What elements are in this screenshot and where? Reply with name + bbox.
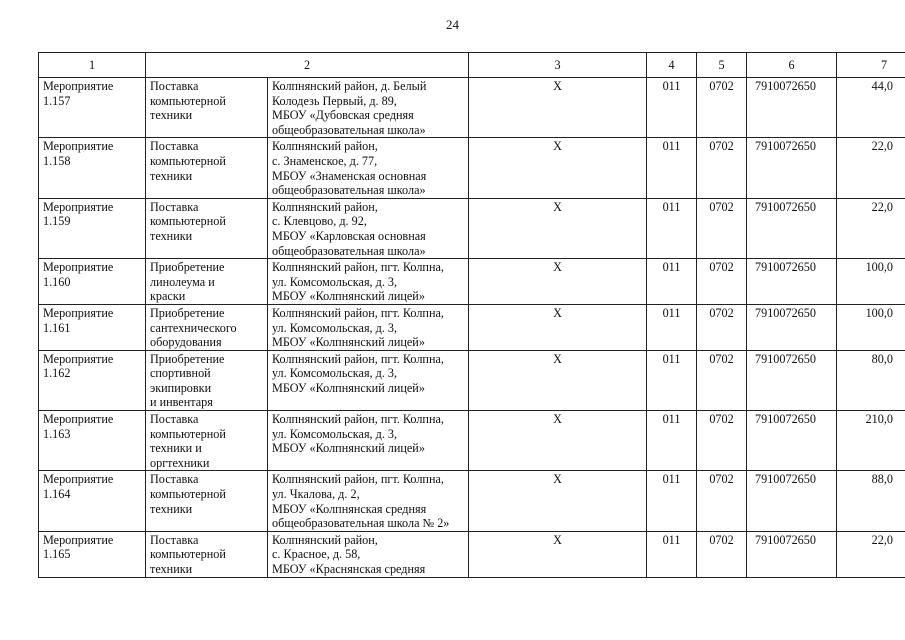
event-cell bbox=[39, 350, 146, 410]
col5-cell: 0702 bbox=[697, 304, 747, 350]
col5-cell: 0702 bbox=[697, 411, 747, 471]
header-col-5: 5 bbox=[697, 53, 747, 78]
location-cell-line: с. Знаменское, д. 77, bbox=[272, 153, 378, 168]
code-cell: 7910072650 bbox=[747, 411, 837, 471]
col5-cell: 0702 bbox=[697, 78, 747, 138]
location-cell-line: общеобразовательная школа» bbox=[272, 243, 426, 258]
event-cell-line: Мероприятие bbox=[43, 199, 114, 214]
action-cell-line: краски bbox=[150, 289, 186, 304]
event-cell-line: 1.161 bbox=[43, 320, 71, 335]
event-cell-line: Мероприятие bbox=[43, 532, 114, 547]
col3-cell: Х bbox=[469, 198, 647, 258]
col5-cell: 0702 bbox=[697, 471, 747, 531]
header-col-2: 2 bbox=[146, 53, 469, 78]
col3-cell: Х bbox=[469, 531, 647, 577]
event-cell-line: 1.163 bbox=[43, 426, 71, 441]
location-cell-line: Колпнянский район, bbox=[272, 199, 378, 214]
location-cell bbox=[268, 259, 469, 305]
event-cell-line: Мероприятие bbox=[43, 260, 114, 275]
location-cell-line: Колпнянский район, пгт. Колпна, bbox=[272, 260, 444, 275]
action-cell-line: и инвентаря bbox=[150, 395, 213, 410]
action-cell-line: техники bbox=[150, 228, 193, 243]
action-cell-line: Поставка bbox=[150, 79, 199, 93]
action-cell-line: Приобретение bbox=[150, 351, 225, 366]
location-cell-line: ул. Комсомольская, д. 3, bbox=[272, 366, 398, 381]
location-cell-line: ул. Комсомольская, д. 3, bbox=[272, 320, 398, 335]
location-cell bbox=[268, 304, 469, 350]
amount-cell: 100,0 bbox=[837, 304, 905, 350]
col4-cell: 011 bbox=[647, 471, 697, 531]
action-cell-line: линолеума и bbox=[150, 274, 215, 289]
location-cell-line: ул. Комсомольская, д. 3, bbox=[272, 426, 398, 441]
location-cell-line: Колпнянский район, bbox=[272, 139, 378, 154]
event-cell-line: 1.164 bbox=[43, 487, 71, 502]
table-header-row bbox=[39, 53, 905, 78]
col5-cell: 0702 bbox=[697, 138, 747, 198]
location-cell-line: Колпнянский район, пгт. Колпна, bbox=[272, 305, 444, 320]
location-cell-line: Колпнянский район, пгт. Колпна, bbox=[272, 412, 444, 427]
location-cell-line: с. Красное, д. 58, bbox=[272, 547, 361, 562]
table-row bbox=[39, 304, 905, 350]
action-cell-line: сантехнического bbox=[150, 320, 237, 335]
table-row bbox=[39, 350, 905, 410]
amount-cell: 88,0 bbox=[837, 471, 905, 531]
amount-cell: 22,0 bbox=[837, 531, 905, 577]
header-col-7: 7 bbox=[837, 53, 905, 78]
location-cell-line: Колпнянский район, bbox=[272, 532, 378, 547]
location-cell-line: МБОУ «Колпнянский лицей» bbox=[272, 380, 425, 395]
code-cell: 7910072650 bbox=[747, 198, 837, 258]
col4-cell: 011 bbox=[647, 78, 697, 138]
action-cell-line: спортивной bbox=[150, 366, 211, 381]
header-col-6: 6 bbox=[747, 53, 837, 78]
location-cell-line: Колодезь Первый, д. 89, bbox=[272, 93, 397, 108]
action-cell-line: техники bbox=[150, 501, 193, 516]
action-cell-line: оргтехники bbox=[150, 455, 210, 470]
action-cell-line: Поставка bbox=[150, 139, 199, 154]
amount-cell: 44,0 bbox=[837, 78, 905, 138]
program-table bbox=[38, 52, 905, 578]
col5-cell: 0702 bbox=[697, 350, 747, 410]
location-cell-line: МБОУ «Колпнянская средняя bbox=[272, 501, 427, 516]
col4-cell: 011 bbox=[647, 411, 697, 471]
col3-cell: Х bbox=[469, 259, 647, 305]
table-row bbox=[39, 411, 905, 471]
action-cell bbox=[146, 259, 268, 305]
location-cell bbox=[268, 350, 469, 410]
table-row bbox=[39, 471, 905, 531]
amount-cell: 80,0 bbox=[837, 350, 905, 410]
event-cell bbox=[39, 471, 146, 531]
col3-cell: Х bbox=[469, 411, 647, 471]
header-col-3: 3 bbox=[469, 53, 647, 78]
location-cell bbox=[268, 198, 469, 258]
action-cell-line: компьютерной bbox=[150, 487, 226, 502]
table-row bbox=[39, 259, 905, 305]
col3-cell: Х bbox=[469, 471, 647, 531]
col4-cell: 011 bbox=[647, 304, 697, 350]
amount-cell: 22,0 bbox=[837, 138, 905, 198]
location-cell-line: Колпнянский район, пгт. Колпна, bbox=[272, 472, 444, 487]
event-cell bbox=[39, 78, 146, 138]
action-cell bbox=[146, 471, 268, 531]
action-cell-line: компьютерной bbox=[150, 214, 226, 229]
action-cell bbox=[146, 304, 268, 350]
action-cell bbox=[146, 198, 268, 258]
event-cell-line: Мероприятие bbox=[43, 412, 114, 427]
location-cell bbox=[268, 411, 469, 471]
action-cell-line: Поставка bbox=[150, 472, 199, 487]
action-cell bbox=[146, 78, 268, 138]
location-cell-line: с. Клевцово, д. 92, bbox=[272, 214, 367, 229]
event-cell-line: 1.158 bbox=[43, 153, 71, 168]
location-cell-line: МБОУ «Колпнянский лицей» bbox=[272, 289, 425, 304]
code-cell: 7910072650 bbox=[747, 531, 837, 577]
event-cell-line: 1.165 bbox=[43, 547, 71, 562]
table-row bbox=[39, 531, 905, 577]
code-cell: 7910072650 bbox=[747, 259, 837, 305]
code-cell: 7910072650 bbox=[747, 78, 837, 138]
action-cell-line: компьютерной bbox=[150, 153, 226, 168]
location-cell-line: МБОУ «Знаменская основная bbox=[272, 168, 427, 183]
event-cell bbox=[39, 531, 146, 577]
event-cell bbox=[39, 304, 146, 350]
action-cell-line: компьютерной bbox=[150, 547, 226, 562]
event-cell bbox=[39, 259, 146, 305]
amount-cell: 210,0 bbox=[837, 411, 905, 471]
location-cell-line: МБОУ «Колпнянский лицей» bbox=[272, 441, 425, 456]
event-cell bbox=[39, 198, 146, 258]
action-cell-line: Поставка bbox=[150, 532, 199, 547]
location-cell-line: ул. Комсомольская, д. 3, bbox=[272, 274, 398, 289]
action-cell-line: компьютерной bbox=[150, 426, 226, 441]
amount-cell: 22,0 bbox=[837, 198, 905, 258]
col5-cell: 0702 bbox=[697, 198, 747, 258]
action-cell bbox=[146, 411, 268, 471]
event-cell-line: 1.160 bbox=[43, 274, 71, 289]
action-cell-line: компьютерной bbox=[150, 93, 226, 108]
action-cell-line: техники bbox=[150, 108, 193, 123]
location-cell-line: общеобразовательная школа» bbox=[272, 183, 426, 198]
action-cell bbox=[146, 350, 268, 410]
action-cell bbox=[146, 531, 268, 577]
event-cell bbox=[39, 138, 146, 198]
event-cell-line: Мероприятие bbox=[43, 351, 114, 366]
event-cell-line: 1.159 bbox=[43, 214, 71, 229]
col5-cell: 0702 bbox=[697, 531, 747, 577]
code-cell: 7910072650 bbox=[747, 471, 837, 531]
table-row bbox=[39, 138, 905, 198]
col4-cell: 011 bbox=[647, 198, 697, 258]
location-cell-line: Колпнянский район, д. Белый bbox=[272, 79, 427, 93]
event-cell-line: Мероприятие bbox=[43, 139, 114, 154]
location-cell bbox=[268, 531, 469, 577]
code-cell: 7910072650 bbox=[747, 304, 837, 350]
location-cell-line: МБОУ «Дубовская средняя bbox=[272, 108, 414, 123]
col3-cell: Х bbox=[469, 138, 647, 198]
location-cell-line: МБОУ «Колпнянский лицей» bbox=[272, 335, 425, 350]
code-cell: 7910072650 bbox=[747, 350, 837, 410]
action-cell-line: техники bbox=[150, 562, 193, 576]
action-cell-line: техники и bbox=[150, 441, 202, 456]
event-cell-line: 1.162 bbox=[43, 366, 71, 381]
action-cell-line: Поставка bbox=[150, 412, 199, 427]
col4-cell: 011 bbox=[647, 259, 697, 305]
code-cell: 7910072650 bbox=[747, 138, 837, 198]
col3-cell: Х bbox=[469, 78, 647, 138]
event-cell-line: Мероприятие bbox=[43, 472, 114, 487]
page-number: 24 bbox=[446, 17, 459, 32]
action-cell-line: экипировки bbox=[150, 380, 212, 395]
location-cell-line: общеобразовательная школа № 2» bbox=[272, 516, 450, 531]
location-cell-line: ул. Чкалова, д. 2, bbox=[272, 487, 360, 502]
col3-cell: Х bbox=[469, 350, 647, 410]
location-cell bbox=[268, 471, 469, 531]
action-cell-line: Приобретение bbox=[150, 305, 225, 320]
header-col-4: 4 bbox=[647, 53, 697, 78]
location-cell-line: общеобразовательная школа» bbox=[272, 122, 426, 137]
location-cell bbox=[268, 138, 469, 198]
table-row bbox=[39, 78, 905, 138]
event-cell-line: 1.157 bbox=[43, 93, 71, 108]
col4-cell: 011 bbox=[647, 138, 697, 198]
amount-cell: 100,0 bbox=[837, 259, 905, 305]
location-cell-line: МБОУ «Карловская основная bbox=[272, 228, 426, 243]
event-cell-line: Мероприятие bbox=[43, 79, 114, 93]
action-cell-line: Приобретение bbox=[150, 260, 225, 275]
event-cell bbox=[39, 411, 146, 471]
location-cell-line: Колпнянский район, пгт. Колпна, bbox=[272, 351, 444, 366]
action-cell-line: техники bbox=[150, 168, 193, 183]
col5-cell: 0702 bbox=[697, 259, 747, 305]
action-cell-line: Поставка bbox=[150, 199, 199, 214]
header-col-1: 1 bbox=[39, 53, 146, 78]
col4-cell: 011 bbox=[647, 350, 697, 410]
col3-cell: Х bbox=[469, 304, 647, 350]
event-cell-line: Мероприятие bbox=[43, 305, 114, 320]
location-cell-line: МБОУ «Краснянская средняя bbox=[272, 562, 426, 576]
table-row bbox=[39, 198, 905, 258]
action-cell bbox=[146, 138, 268, 198]
location-cell bbox=[268, 78, 469, 138]
action-cell-line: оборудования bbox=[150, 335, 222, 350]
col4-cell: 011 bbox=[647, 531, 697, 577]
